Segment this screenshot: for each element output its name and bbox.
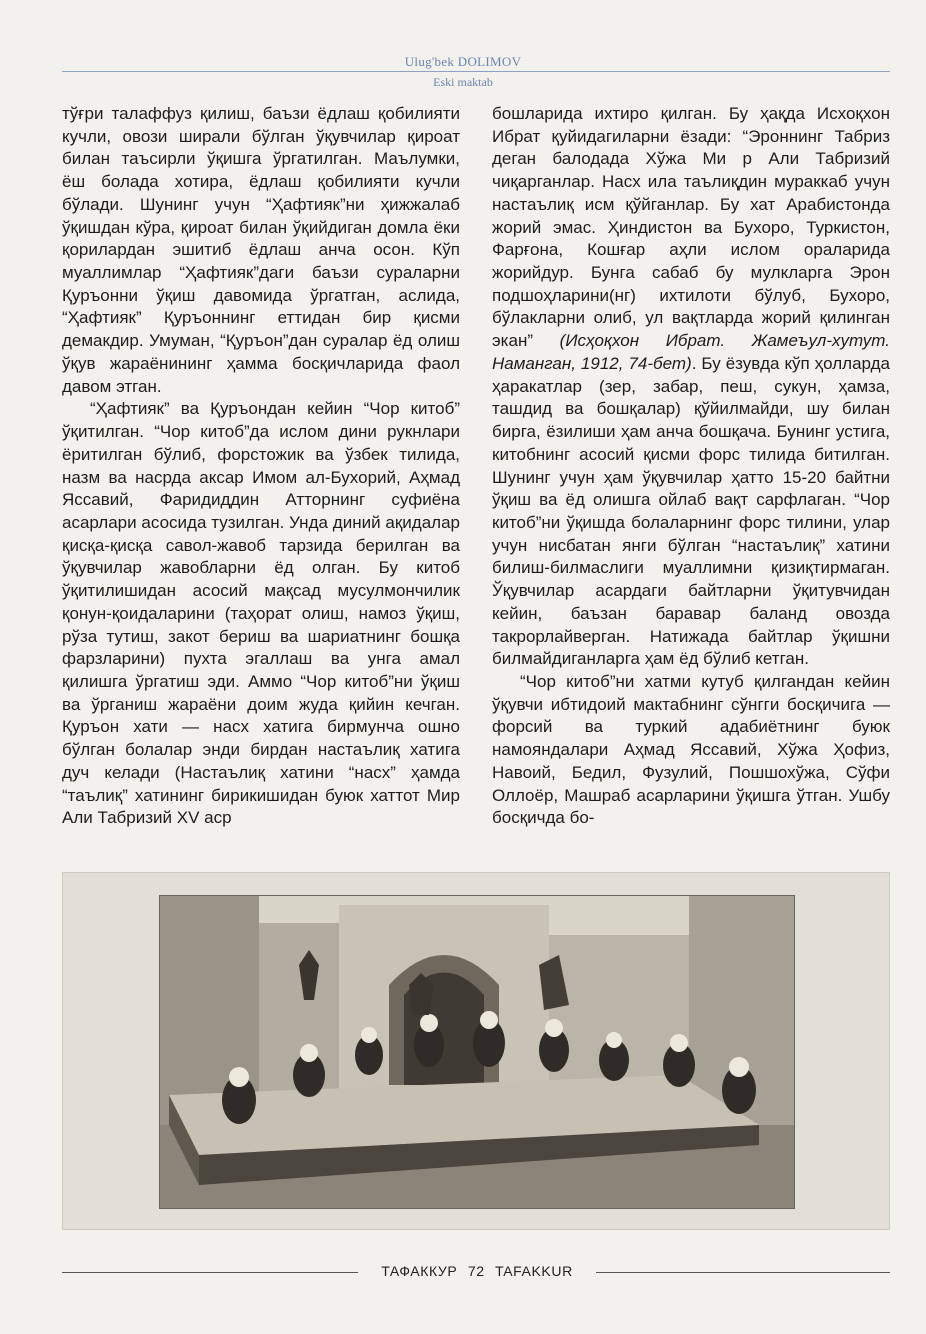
section-title: Eski maktab (433, 75, 493, 89)
magazine-name-latin: TAFAKKUR (495, 1263, 573, 1279)
running-header (0, 0, 926, 100)
paragraph (492, 103, 890, 671)
citation: (Исҳоқхон Ибрат. Жамеъул-хутут. Наманган, 1912, 74-бет) (492, 331, 890, 373)
paragraph-text: . Бу ёзувда кўп ҳолларда ҳаракатлар (зер, забар, пеш, сукун, ҳамза, ташдид ва бошқалар) қўйилмайди, шу билан бирга, ёзилиши ҳам анча бошқача. Бунинг устига, китобнинг асосий қисми форс тилида битилган. Шунинг учун ҳам ўқувчилар ҳатто 15-20 байтни ўқиш ва ёд олишга ойлаб вақт сарфлаган. “Чор китоб”ни ўқишда болаларнинг форс тилини, улар учун нисбатан янги бўлган “настаълиқ” хатини билиш-билмаслиги муаллимни қизиқтирмаган. Ўқувчилар асардаги байтларни ўқитувчидан кейин, баъзан баравар баланд овозда такрорлайверган. Натижада байтлар ўқишни билмайдиганларга ҳам ёд бўлиб кетган. (492, 353, 890, 669)
paragraph: тўғри талаффуз қилиш, баъзи ёдлаш қобилияти кучли, овози ширали бўлган ўқувчилар қироат билан таъсирли ўқишга ўргатилган. Маълумки, ёш болада хотира, ёдлаш қобилияти кучли бўлади. Шунинг учун “Ҳафтияк”ни ҳижжалаб ўқишдан кўра, қироат билан ўқийдиган домла ёки қорилардан эшитиб ёдлаш анча осон. Кўп муаллимлар “Ҳафтияк”даги баъзи сураларни Қуръонни ўқиш давомида ўргатган, аслида, “Ҳафтияк” Қуръоннинг еттидан бир қисми демакдир. Умуман, “Қуръон”дан суралар ёд олиш ўқув жараёнининг ҳамма босқичларида фаол давом этган. (62, 104, 460, 396)
right-column (492, 103, 890, 873)
old-school-photo (159, 895, 795, 1209)
footer-rule (596, 1272, 890, 1273)
classroom-engraving (159, 895, 795, 1209)
header-rule (62, 71, 890, 72)
magazine-name-cyrillic: ТАФАККУР (381, 1263, 458, 1279)
paragraph-text: бошларида ихтиро қилган. Бу ҳақда Исхоқхон Ибрат қуйидагиларни ёзади: “Эроннинг Табриз деган балодада Хўжа Ми р Али Табризий чиқарганлар. Насх ила таълиқдин мураккаб учун настаълиқ исм қўйганлар. Бу хат Арабистонда жорий эмас. Ҳиндистон ва Бухоро, Туркистон, Фарғона, Кошғар аҳли ислом ораларида жорийдур. Бунга сабаб бу мулкларга Эрон подшоҳларини(нг) ихтилоти бўлуб, Бухоро, бўлакларни олиб, ул вақтларда жорий қилинган экан” (492, 104, 890, 351)
paragraph: “Ҳафтияк” ва Қуръондан кейин “Чор китоб” ўқитилган. “Чор китоб”да ислом дини рукнлари ёритилган бўлиб, форстожик ва ўзбек тилида, назм ва насрда аксар Имом ал-Бухорий, Аҳмад Яссавий, Фаридиддин Атторнинг суфиёна асарлари асосида тузилган. Унда диний ақидалар қисқа-қисқа савол-жавоб тарзида берилган ва ўқувчилар жавобларни ёд олган. Бу китоб ўқитилишидан асосий мақсад мусулмончилик қонун-қоидаларини (таҳорат олиш, намоз ўқиш, рўза тутиш, закот бериш ва шариатнинг бошқа фарзларини) пухта эгаллаш ва унга амал қилишга ўргатиш эди. Аммо “Чор китоб”ни ўқиш ва ўрганиш жараёни доим жуда қийин кечган. Қуръон хати — насх хатига бирмунча ошно бўлган болалар энди бирдан настаълиқ хатига дуч келади (Настаълиқ хатини “насх” ҳамда “таълиқ” хатининг бирикишидан буюк хаттот Мир Али Табризий XV аср (62, 399, 460, 828)
page-number: 72 (467, 1263, 485, 1279)
page-footer (0, 1258, 926, 1288)
paragraph: “Чор китоб”ни хатми кутуб қилгандан кейин ўқувчи ибтидоий мактабнинг сўнгги босқичига — форсий ва туркий адабиётнинг буюк намояндалари Аҳмад Яссавий, Хўжа Ҳофиз, Навоий, Бедил, Фузулий, Пошшохўжа, Сўфи Оллоёр, Машраб асарларини ўқишга ўтган. Ушбу босқичда бо- (492, 671, 890, 828)
left-column (62, 103, 460, 873)
footer-label (358, 1263, 596, 1279)
footer-rule (62, 1272, 358, 1273)
illustration-frame (62, 872, 890, 1230)
author-name: Ulug'bek DOLIMOV (404, 54, 522, 69)
